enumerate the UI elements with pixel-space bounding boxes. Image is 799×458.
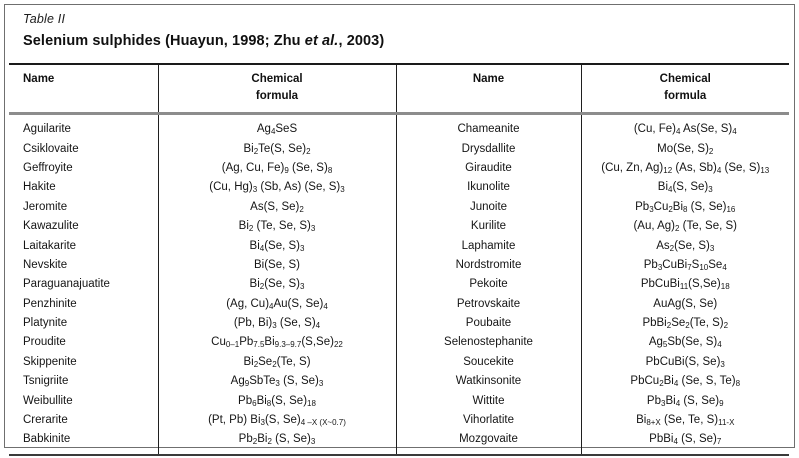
table-title-etal: et al. — [304, 33, 339, 49]
mineral-name-cell: Paraguanajuatite — [9, 275, 158, 294]
chemical-formula-cell: $Ag_5Sb(Se$, $S)_4$ — [648, 336, 722, 350]
table-body — [9, 113, 789, 455]
chemical-formula-cell: $Ag_4SeS$ — [158, 113, 396, 139]
chemical-formula-cell: $PbBi_2Se_2(Te$, $S)_2$ — [642, 317, 729, 331]
chemical-formula-cell: Mo(Se, $S)_2$ — [657, 142, 714, 156]
table-title-prefix: Selenium sulphides (Huayun, 1998; Zhu — [23, 33, 305, 49]
table-row — [9, 352, 789, 371]
chemical-formula-cell: $PbCu_2Bi_4$ (Se, S, $Te)_8$ — [630, 375, 741, 389]
chemical-formula-cell: (Ag, Cu, $Fe)_9$ (Se, $S)_8$ — [158, 158, 396, 177]
table-row — [9, 197, 789, 216]
mineral-name-cell: Wittite — [396, 391, 581, 410]
table-title — [23, 33, 384, 49]
header-formula-right-line2: formula — [664, 90, 707, 103]
mineral-name-cell: Geffroyite — [9, 158, 158, 177]
table-title-suffix: , 2003) — [338, 33, 385, 49]
chemical-formula-cell: $Bi_4(S$, $Se)_3$ — [657, 181, 713, 195]
table-row — [9, 216, 789, 235]
chemical-formula-cell: (Ag, $Cu)_4Au(S$, $Se)_4$ — [158, 294, 396, 313]
mineral-name-cell: Proudite — [9, 333, 158, 352]
header-name-right: Name — [396, 64, 581, 113]
header-row — [9, 64, 789, 113]
chemical-formula-cell: (Cu, $Hg)_3$ (Sb, As) (Se, $S)_3$ — [158, 178, 396, 197]
chemical-formula-cell: $Bi_2$ (Te, Se, $S)_3$ — [158, 216, 396, 235]
chemical-formula-cell: $Bi_2(Se$, $S)_3$ — [158, 275, 396, 294]
table-row — [9, 178, 789, 197]
chemical-formula-cell: (Cu, Zn, $Ag)_{12}$ (As, $Sb)_4$ (Se, $S)_{13}$ — [601, 161, 770, 175]
mineral-name-cell: Nordstromite — [396, 255, 581, 274]
chemical-formula-cell: AuAg(S, Se) — [653, 297, 718, 310]
header-formula-right-line1: Chemical — [659, 73, 711, 85]
chemical-formula-cell: (Pt, Pb) $Bi_3(S$, $Se)_{4 -X (X\sim 0.7)}$ — [158, 410, 396, 429]
chemical-formula-cell: $Cu_{0-1}Pb_{7.5}Bi_{9.3-9.7}(S,Se)_{22}$ — [158, 333, 396, 352]
chemical-formula-cell: (Au, $Ag)_2$ (Te, Se, S) — [633, 220, 738, 234]
mineral-name-cell: Ikunolite — [396, 178, 581, 197]
mineral-name-cell: Junoite — [396, 197, 581, 216]
mineral-name-cell: Pekoite — [396, 275, 581, 294]
mineral-name-cell: Aguilarite — [9, 113, 158, 139]
mineral-name-cell: Penzhinite — [9, 294, 158, 313]
table-row — [9, 294, 789, 313]
table-row — [9, 275, 789, 294]
chemical-formula-cell: $Bi_2Te(S$, $Se)_2$ — [158, 139, 396, 158]
table-row — [9, 313, 789, 332]
chemical-formula-cell: PbCuBi(S, $Se)_3$ — [645, 355, 725, 369]
table-row — [9, 139, 789, 158]
mineral-name-cell: Mozgovaite — [396, 430, 581, 455]
chemical-formula-cell: $Pb_2Bi_2$ (S, $Se)_3$ — [158, 430, 396, 455]
mineral-name-cell: Soucekite — [396, 352, 581, 371]
mineral-name-cell: Weibullite — [9, 391, 158, 410]
table-row — [9, 430, 789, 455]
figure-frame — [4, 4, 795, 448]
chemical-formula-cell: PbBi$_4$ (S, $Se)_7$ — [649, 433, 722, 447]
mineral-name-cell: Selenostephanite — [396, 333, 581, 352]
chemical-formula-cell: Bi(Se, S) — [158, 255, 396, 274]
mineral-name-cell: Tsnigriite — [9, 372, 158, 391]
table-row — [9, 410, 789, 429]
table-row — [9, 113, 789, 139]
chemical-formula-cell: $PbCuBi_{11}(S,Se)_{18}$ — [640, 278, 730, 292]
chemical-formula-cell: $Pb_3Bi_4$ (S, $Se)_9$ — [646, 394, 724, 408]
chemical-formula-cell: $As_2(Se$, $S)_3$ — [656, 239, 715, 253]
mineral-name-cell: Chameanite — [396, 113, 581, 139]
chemical-formula-cell: $Pb_3Cu_2Bi_8$ (S, $Se)_{16}$ — [635, 200, 736, 214]
mineral-name-cell: Csiklovaite — [9, 139, 158, 158]
mineral-name-cell: Giraudite — [396, 158, 581, 177]
table-row — [9, 372, 789, 391]
table-row — [9, 391, 789, 410]
mineral-name-cell: Platynite — [9, 313, 158, 332]
mineral-name-cell: Watkinsonite — [396, 372, 581, 391]
mineral-name-cell: Laphamite — [396, 236, 581, 255]
mineral-name-cell: Laitakarite — [9, 236, 158, 255]
header-formula-left-line2: formula — [255, 90, 299, 103]
mineral-name-cell: Skippenite — [9, 352, 158, 371]
table-header — [9, 64, 789, 113]
mineral-name-cell: Nevskite — [9, 255, 158, 274]
mineral-name-cell: Babkinite — [9, 430, 158, 455]
mineral-name-cell: Kurilite — [396, 216, 581, 235]
chemical-formula-cell: $Bi_4(Se$, $S)_3$ — [158, 236, 396, 255]
mineral-name-cell: Jeromite — [9, 197, 158, 216]
table-row — [9, 255, 789, 274]
mineral-table — [9, 63, 789, 456]
chemical-formula-cell: $Ag_9SbTe_3$ (S, $Se)_3$ — [158, 372, 396, 391]
chemical-formula-cell: $Bi_2Se_2(Te$, S) — [158, 352, 396, 371]
table-row — [9, 333, 789, 352]
table-row — [9, 158, 789, 177]
header-formula-left — [158, 64, 396, 113]
chemical-formula-cell: $Pb_3CuBi_7S_{10}Se_4$ — [643, 258, 727, 272]
chemical-formula-cell: As(S, $Se)_2$ — [158, 197, 396, 216]
mineral-name-cell: Kawazulite — [9, 216, 158, 235]
mineral-name-cell: Crerarite — [9, 410, 158, 429]
mineral-name-cell: Poubaite — [396, 313, 581, 332]
table-row — [9, 236, 789, 255]
table-number-label: Table II — [23, 12, 66, 26]
mineral-name-cell: Petrovskaite — [396, 294, 581, 313]
chemical-formula-cell: $Pb_6Bi_8(S$, $Se)_{18}$ — [158, 391, 396, 410]
header-name-left: Name — [9, 64, 158, 113]
chemical-formula-cell: $Bi_{8+X}$ (Se, Te, $S)_{11-X}$ — [636, 414, 735, 428]
header-formula-right — [581, 64, 789, 113]
mineral-name-cell: Vihorlatite — [396, 410, 581, 429]
mineral-name-cell: Drysdallite — [396, 139, 581, 158]
chemical-formula-cell: (Cu, $Fe)_4$ As(Se, $S)_4$ — [633, 123, 737, 137]
header-formula-left-line1: Chemical — [251, 73, 303, 85]
mineral-name-cell: Hakite — [9, 178, 158, 197]
chemical-formula-cell: (Pb, $Bi)_3$ (Se, $S)_4$ — [158, 313, 396, 332]
